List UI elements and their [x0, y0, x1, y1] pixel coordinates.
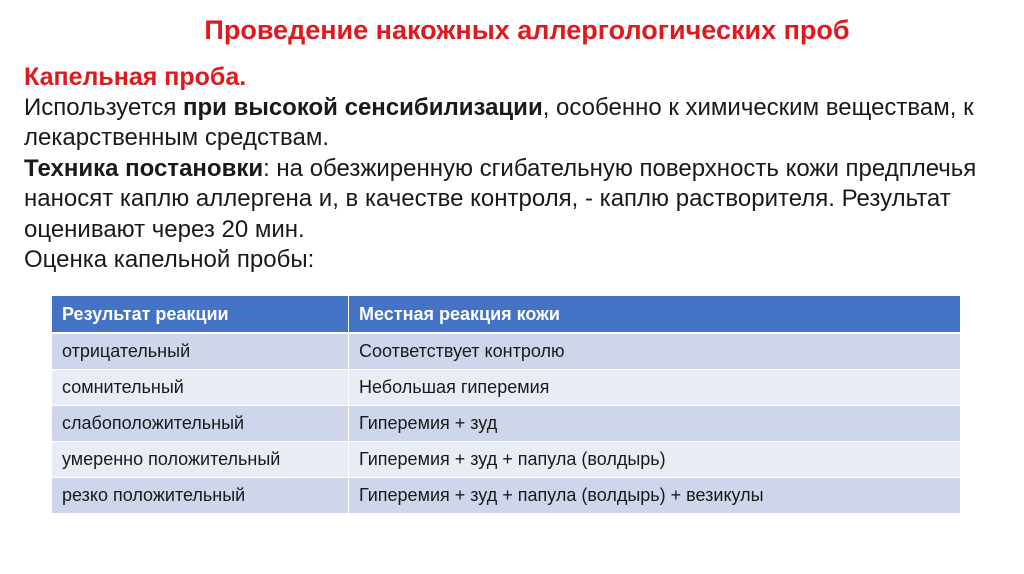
result-cell: резко положительный [52, 478, 349, 514]
table-row [52, 406, 961, 442]
result-cell: сомнительный [52, 370, 349, 406]
usage-text-bold: при высокой сенсибилизации [182, 93, 543, 121]
technique-label: Техника постановки [24, 154, 264, 182]
usage-text-end: , особенно к химическим веществам, к лекарственным средствам. [24, 93, 974, 151]
reaction-table [51, 295, 961, 514]
technique-text: : на обезжиренную сгибательную поверхность кожи предплечья наносят каплю аллергена и, в качестве контроля, - каплю растворителя. Результат оценивают через 20 мин. [24, 154, 977, 243]
reaction-cell: Гиперемия + зуд [349, 406, 961, 442]
reaction-cell: Гиперемия + зуд + папула (волдырь) + везикулы [349, 478, 961, 514]
table-row [52, 333, 961, 370]
table-row [52, 370, 961, 406]
assessment-label: Оценка капельной пробы: [24, 246, 315, 273]
reaction-cell: Соответствует контролю [349, 333, 961, 370]
result-cell: отрицательный [52, 333, 349, 370]
body-text [24, 62, 1004, 276]
header-skin-reaction: Местная реакция кожи [349, 296, 961, 334]
reaction-cell: Небольшая гиперемия [349, 370, 961, 406]
header-result: Результат реакции [52, 296, 349, 334]
usage-paragraph [24, 93, 1004, 154]
table-row [52, 442, 961, 478]
usage-text-start: Используется [24, 93, 183, 121]
result-cell: слабоположительный [52, 406, 349, 442]
table-header-row [52, 296, 961, 334]
section-subtitle: Капельная проба. [24, 63, 247, 91]
result-cell: умеренно положительный [52, 442, 349, 478]
reaction-cell: Гиперемия + зуд + папула (волдырь) [349, 442, 961, 478]
technique-paragraph [24, 154, 1004, 246]
slide-title: Проведение накожных аллергологических проб [204, 15, 850, 45]
table-row [52, 478, 961, 514]
